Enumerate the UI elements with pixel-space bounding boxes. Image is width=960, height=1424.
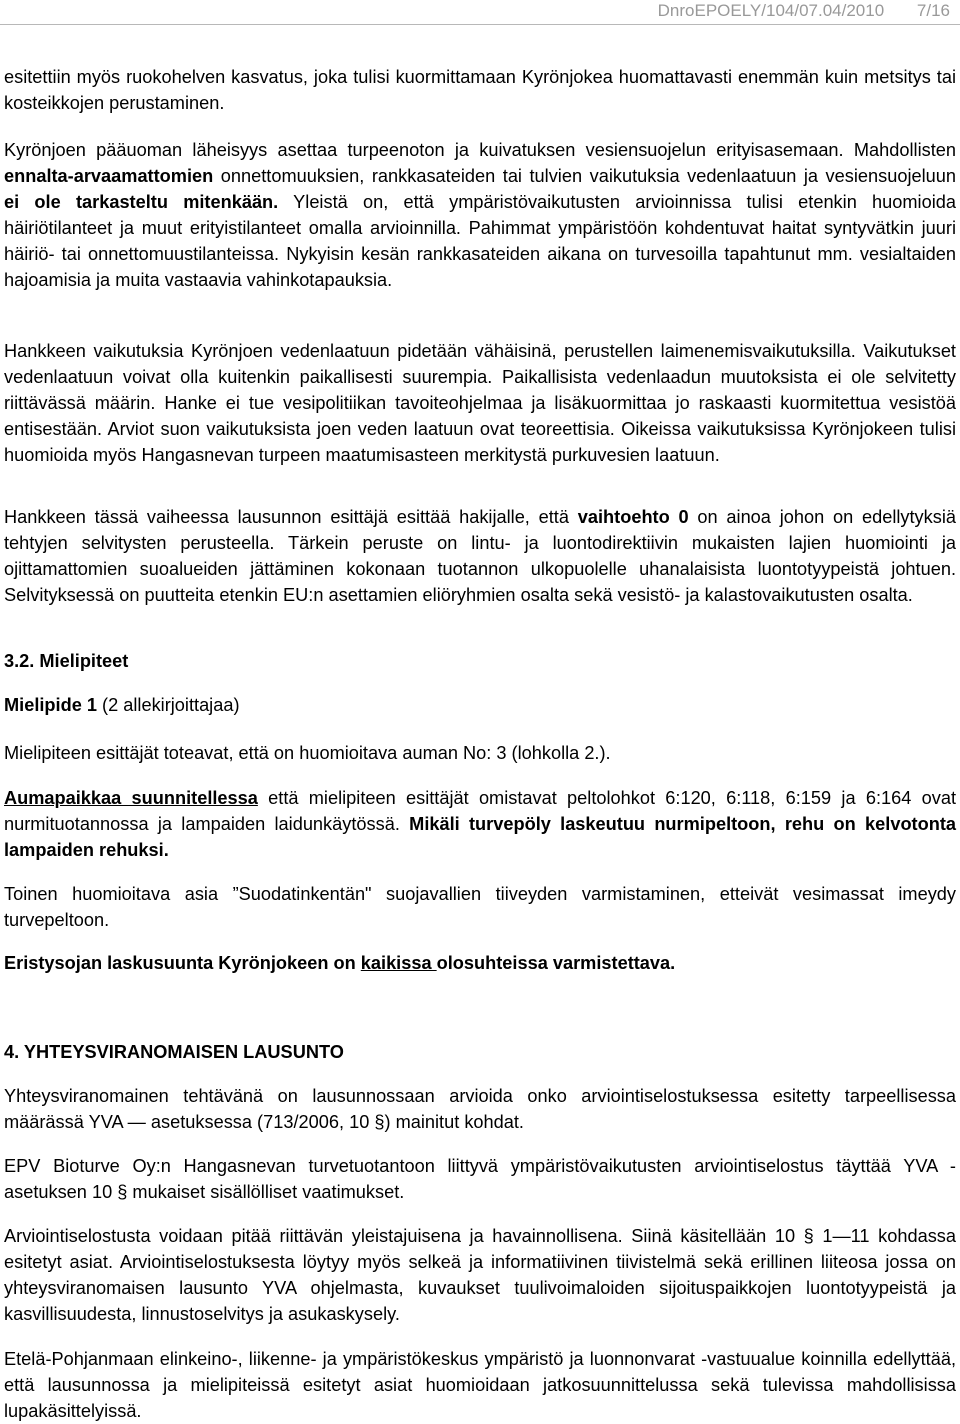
opinion-eristysoja: Eristysojan laskusuunta Kyrönjokeen on kaikissa olosuhteissa varmistettava. [4, 953, 676, 973]
document-id: DnroEPOELY/104/07.04/2010 [657, 1, 885, 20]
paragraph-yva-vaatimukset: EPV Bioturve Oy:n Hangasnevan turvetuotantoon liittyvä ympäristövaikutusten arviointiselostus täyttää YVA - asetuksen 10 § mukaiset sisällölliset vaatimukset. [4, 1156, 956, 1202]
opinion-1-title: Mielipide 1 (2 allekirjoittajaa) [4, 695, 240, 715]
page-header [658, 0, 950, 22]
paragraph-vesiensuojelu: Kyrönjoen pääuoman läheisyys asettaa turpeenoton ja kuivatuksen vesiensuojelun erityisasemaan. Mahdollisten ennalta-arvaamattomien onnettomuuksien, rankkasateiden tai tulvien vaikutuksia vedenlaatuun ja vesiensuojeluun ei ole tarkasteltu mitenkään. Yleistä on, että ympäristövaikutusten arvioinnissa tulisi etenkin huomioida häiriötilanteet ja muut erityistilanteet omalla arvioinnilla. Pahimmat ympäristöön kohdentuvat haitat syntyvätkin juuri häiriö- tai onnettomuustilanteissa. Nykyisin kesän rankkasateiden aikana on turvesoilla tapahtunut mm. vesialtaiden hajoamisia ja muita vastaavia vahinkotapauksia. [4, 140, 956, 290]
page-number: 7/16 [916, 1, 950, 20]
opinion-aumapaikka: Aumapaikkaa suunnitellessa että mielipiteen esittäjät omistavat peltolohkot 6:120, 6:118, 6:159 ja 6:164 ovat nurmituotannossa ja lampaiden laidunkäytössä. Mikäli turvepöly laskeutuu nurmipeltoon, rehu on kelvotonta lampaiden rehuksi. [4, 788, 957, 860]
section-heading-mielipiteet: 3.2. Mielipiteet [4, 651, 129, 671]
opinion-suodatinkentta: Toinen huomioitava asia ”Suodatinkentän" suojavallien tiiveyden varmistaminen, etteivät vesimassat imeydy turvepeltoon. [4, 884, 956, 930]
opinion-auma: Mielipiteen esittäjät toteavat, että on huomioitava auman No: 3 (lohkolla 2.). [4, 743, 611, 763]
paragraph-vedenlaatu: Hankkeen vaikutuksia Kyrönjoen vedenlaatuun pidetään vähäisinä, perustellen laimenemisvaikutuksilla. Vaikutukset vedenlaatuun voivat olla kuitenkin paikallisesti suurempia. Paikallisista vedenlaadun muutoksista ei ole selvitetty riittävässä määrin. Hanke ei tue vesipolitiikan tavoiteohjelmaa ja lisäkuormittaa jo raskaasti kuormitettua vesistöä entisestään. Arviot suon vaikutuksista joen veden laatuun ovat teoreettisia. Oikeissa vaikutuksissa Kyrönjokeen tulisi huomioida myös Hangasnevan turpeen maatumisasteen merkitystä purkuvesien laatuun. [4, 341, 956, 465]
paragraph-intro: esitettiin myös ruokohelven kasvatus, joka tulisi kuormittamaan Kyrönjokea huomattavasti enemmän kuin metsitys tai kosteikkojen perustaminen. [4, 67, 956, 113]
header-divider [0, 24, 960, 25]
paragraph-lausunto-tehtava: Yhteysviranomainen tehtävänä on lausunnossaan arvioida onko arviointiselostuksessa esitetty tarpeellisessa määrässä YVA — asetuksessa (713/2006, 10 §) mainitut kohdat. [4, 1086, 956, 1132]
section-heading-yhteysviranomainen: 4. YHTEYSVIRANOMAISEN LAUSUNTO [4, 1042, 344, 1062]
paragraph-ely-keskus: Etelä-Pohjanmaan elinkeino-, liikenne- ja ympäristökeskus ympäristö ja luonnonvarat -vastuualue koinnilla edellyttää, että lausunnossa ja mielipiteissä esitetyt asiat huomioidaan jatkosuunnittelussa sekä tulevissa mahdollisissa lupakäsittelyissä. [4, 1349, 956, 1421]
paragraph-yleistajuisuus: Arviointiselostusta voidaan pitää riittävän yleistajuisena ja havainnollisena. Siinä käsitellään 10 § 1—11 kohdassa esitetyt asiat. Arviointiselostuksesta löytyy myös selkeä ja informatiivinen tiivistelmä sekä erillinen liiteosa jossa on yhteysviranomaisen lausunto YVA ohjelmasta, kuvaukset tuulivoimaloiden sijoituspaikkojen luontotyypeistä ja kasvillisuudesta, linnustoselvitys ja asukaskysely. [4, 1226, 956, 1324]
paragraph-vaihtoehto: Hankkeen tässä vaiheessa lausunnon esittäjä esittää hakijalle, että vaihtoehto 0 on ainoa johon on edellytyksiä tehtyjen selvitysten perusteella. Tärkein peruste on lintu- ja luontodirektiivin mukaisten lajien huomiointi ja ojittamattomien suoalueiden jättäminen kokonaan tuotannon ulkopuolelle uhanalaisista luontotyypeistä johtuen. Selvityksessä on puutteita etenkin EU:n asettamien eliöryhmien osalta sekä vesistö- ja kalastovaikutusten osalta. [4, 507, 956, 605]
